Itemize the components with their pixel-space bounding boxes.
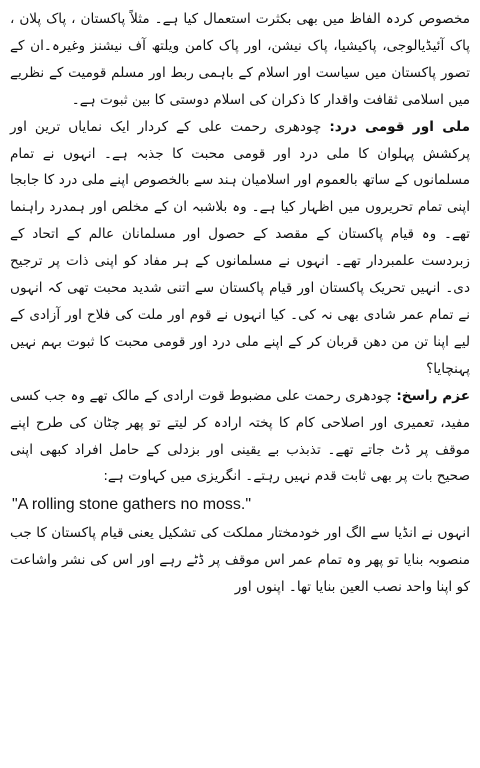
section-label-firm-resolve: عزم راسخ: [396,387,470,404]
paragraph-firm-resolve-text: چودھری رحمت علی مضبوط قوت ارادی کے مالک تھے وہ جب کسی مفید، تعمیری اور اصلاحی کام کا پختہ ارادہ کر لیتے تو پھر چٹان کی طرح اپنے موقف پر ڈٹ جاتے تھے۔ تذبذب بے یقینی اور بزدلی کے حامل افراد کبھی اپنی صحیح بات پر بھی ثابت قدم نہیں رہتے۔ انگریزی میں کہاوت ہے: [10,387,470,485]
paragraph-national-sentiment-text: چودھری رحمت علی کے کردار ایک نمایاں ترین اور پرکشش پہلوان کا ملی درد اور قومی محبت کا جذبہ ہے۔ انہوں نے تمام مسلمانوں کے ساتھ بالعموم اور اسلامیان ہند سے بالخصوص اپنے ملی درد کا جابجا اپنی تمام تحریروں میں اظہار کیا ہے۔ وہ بلاشبہ ان کے مخلص اور ہمدرد راہنما تھے۔ وہ قیام پاکستان کے مقصد کے حصول اور مسلمانان عالم کے اتحاد کے زبردست علمبردار تھے۔ انہوں نے مسلمانوں کے ہر مفاد کو اپنی ذات پر ترجیح دی۔ انہیں تحریک پاکستان اور قیام پاکستان سے اتنی شدید محبت تھی کہ انہوں نے تمام عمر شادی بھی نہ کی۔ کیا انہوں نے قوم اور ملت کی فلاح اور آزادی کے لیے اپنا تن من دھن قربان کر کے اپنے ملی درد اور قومی محبت کا ثبوت بہم نہیں پہنچایا؟ [10,118,470,377]
paragraph-intro: مخصوص کردہ الفاظ میں بھی بکثرت استعمال کیا ہے۔ مثلاً پاکستان ، پاک پلان ، پاک آئیڈیالوجی، پاکیشیا، پاک نیشن، اور پاک کامن ویلتھ آف نیشنز وغیرہ۔ان کے تصور پاکستان میں سیاست اور اسلام کے باہمی ربط اور مسلم قومیت کے نظریے میں اسلامی ثقافت واقدار کا ذکران کی اسلام دوستی کا بین ثبوت ہے۔ [10,11,470,108]
section-label-national-sentiment: ملی اور قومی درد: [329,118,470,135]
paragraph-closing: انہوں نے انڈیا سے الگ اور خودمختار مملکت کی تشکیل یعنی قیام پاکستان کا جب منصوبہ بنایا تو پھر وہ تمام عمر اس موقف پر ڈٹے رہے اور اس کی نشر واشاعت کو اپنا واحد نصب العین بنایا تھا۔ اپنوں اور [10,525,470,596]
paragraph-national-sentiment [10,114,470,383]
english-proverb-quote: "A rolling stone gathers no moss." [12,496,252,514]
paragraph-firm-resolve [10,383,470,491]
